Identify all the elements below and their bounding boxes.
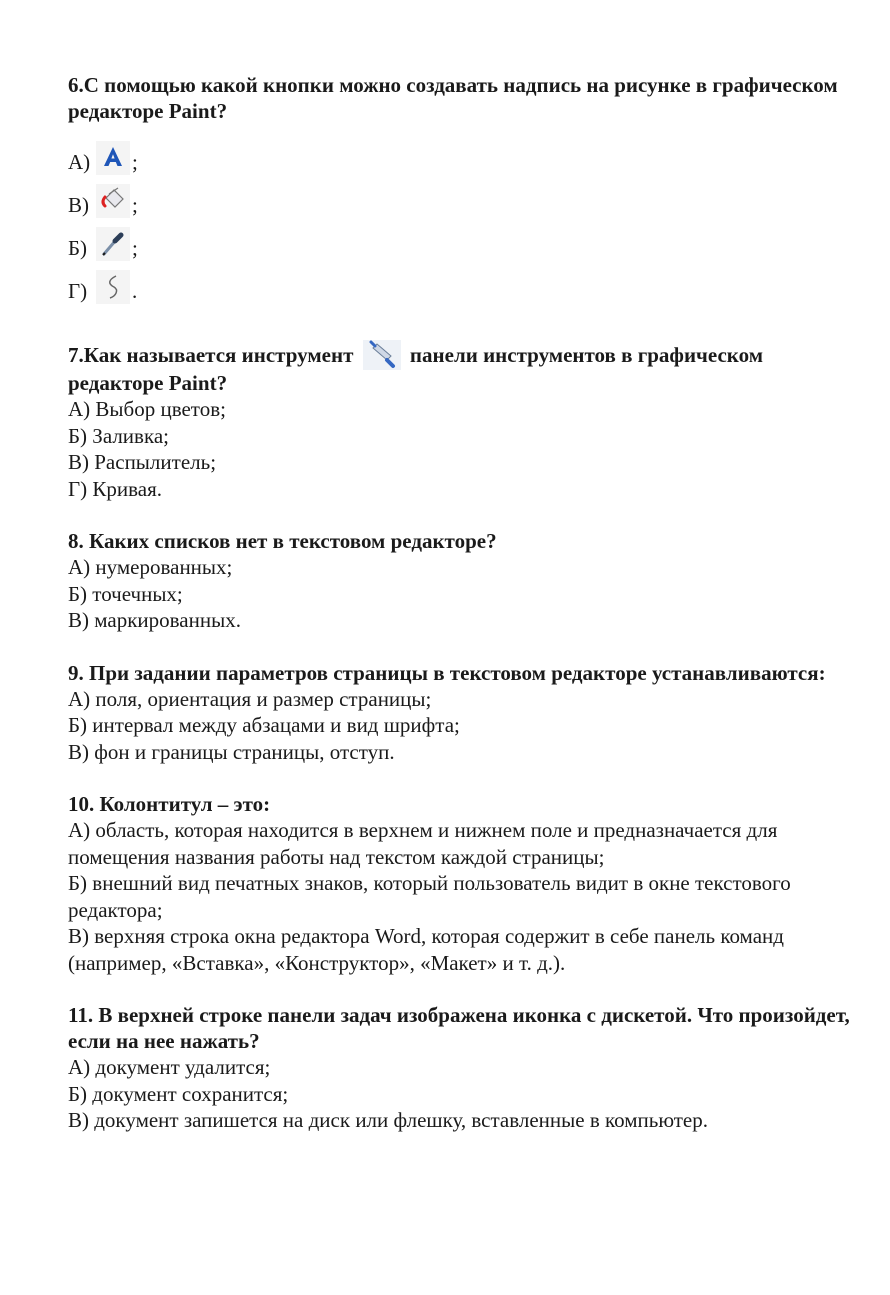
- q9-option-b: Б) интервал между абзацами и вид шрифта;: [68, 713, 460, 737]
- question-11-title: 11. В верхней строке панели задач изображена иконка с дискетой. Что произойдет, если на нее нажать?: [68, 1003, 850, 1053]
- question-7-title-start: 7.Как называется инструмент: [68, 343, 354, 367]
- q7-option-b: Б) Заливка;: [68, 423, 170, 448]
- q7-option-a: А) Выбор цветов;: [68, 397, 226, 421]
- q6-option-d-label: Г): [68, 279, 88, 303]
- q7-option-d: Г) Кривая.: [68, 476, 162, 501]
- fill-bucket-icon: [96, 184, 130, 218]
- q6-option-c-suffix: ;: [132, 236, 138, 260]
- question-10-title: 10. Колонтитул – это:: [68, 792, 271, 816]
- q11-option-b: Б) документ сохранится;: [68, 1081, 289, 1106]
- q6-option-a: [68, 132, 858, 175]
- q9-option-a: А) поля, ориентация и размер страницы;: [68, 686, 432, 711]
- q9-option-c: В) фон и границы страницы, отступ.: [68, 739, 395, 764]
- pipette-icon: [363, 340, 401, 370]
- q6-option-c-label: Б): [68, 236, 88, 260]
- question-8-title: 8. Каких списков нет в текстовом редакторе?: [68, 529, 497, 553]
- color-picker-icon: [96, 227, 130, 261]
- q6-option-c: [68, 218, 858, 261]
- q6-option-a-suffix: ;: [132, 150, 138, 174]
- curve-icon: [96, 270, 130, 304]
- q8-option-a: А) нумерованных;: [68, 555, 233, 579]
- q10-option-a: А) область, которая находится в верхнем и нижнем поле и предназначается для помещения названия работы над текстом каждой страницы;: [68, 818, 778, 869]
- q6-option-a-label: А): [68, 150, 91, 174]
- q7-option-c: В) Распылитель;: [68, 450, 217, 474]
- q6-option-b-label: В): [68, 193, 89, 217]
- q11-option-a: А) документ удалится;: [68, 1055, 271, 1079]
- q10-option-b: Б) внешний вид печатных знаков, который пользователь видит в окне текстового редактора;: [68, 871, 791, 922]
- q6-option-d-suffix: .: [132, 279, 138, 303]
- document-page: [68, 72, 858, 1134]
- q11-option-c: В) документ запишется на диск или флешку, вставленные в компьютер.: [68, 1108, 709, 1132]
- q6-option-b: [68, 175, 858, 218]
- q6-option-b-suffix: ;: [132, 193, 138, 217]
- question-6-title: 6.С помощью какой кнопки можно создавать надпись на рисунке в графическом редакторе Paint?: [68, 73, 838, 123]
- q10-option-c: В) верхняя строка окна редактора Word, которая содержит в себе панель команд (например, «Вставка», «Конструктор», «Макет» и т. д.).: [68, 924, 784, 975]
- question-9-title: 9. При задании параметров страницы в текстовом редакторе устанавливаются:: [68, 660, 826, 685]
- question-7-title-end: панели инструментов в графическом редакторе Paint?: [68, 343, 764, 395]
- q8-option-c: В) маркированных.: [68, 608, 241, 632]
- q6-option-d: [68, 261, 858, 304]
- question-7-title: [68, 340, 858, 396]
- text-a-icon: [96, 141, 130, 175]
- q8-option-b: Б) точечных;: [68, 581, 183, 606]
